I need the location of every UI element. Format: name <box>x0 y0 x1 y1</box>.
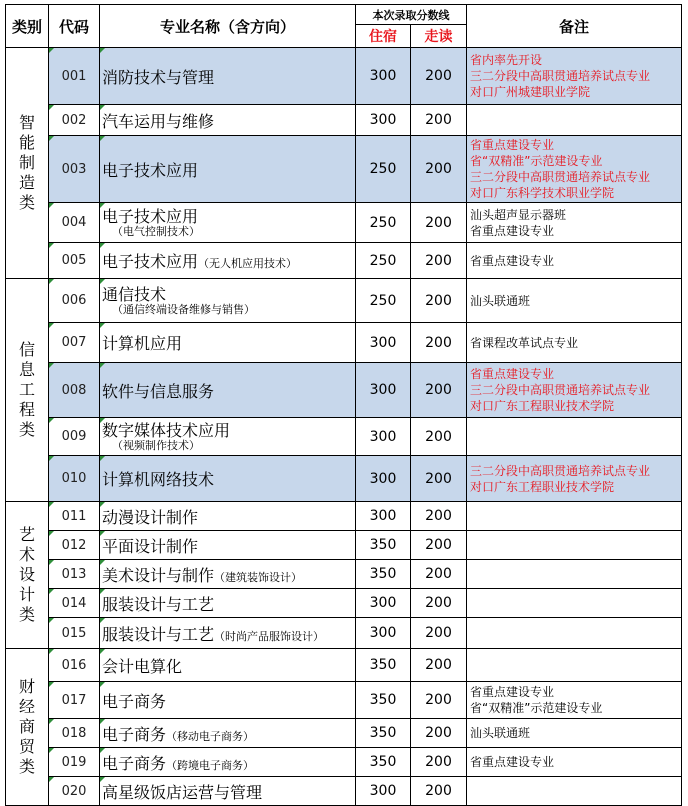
table-row <box>6 418 682 456</box>
remarks-cell <box>467 719 682 748</box>
comment-marker-icon <box>100 589 105 594</box>
header-day: 走读 <box>411 25 467 48</box>
code-text: 013 <box>61 566 87 582</box>
day-score: 200 <box>411 777 467 806</box>
resident-score: 300 <box>356 456 411 502</box>
code-text: 012 <box>61 537 87 553</box>
remarks-cell <box>467 560 682 589</box>
day-score: 200 <box>411 136 467 203</box>
comment-marker-icon <box>49 323 54 328</box>
remarks-cell <box>467 243 682 279</box>
major-direction: （视频制作技术） <box>112 438 200 452</box>
comment-marker-icon <box>49 279 54 284</box>
major-name-cell <box>100 531 356 560</box>
major-name: 计算机网络技术 <box>102 470 215 489</box>
major-name-cell <box>100 502 356 531</box>
major-name: 会计电算化 <box>102 656 183 676</box>
resident-score: 300 <box>356 502 411 531</box>
comment-marker-icon <box>49 243 54 248</box>
table-row <box>6 618 682 649</box>
comment-marker-icon <box>100 682 105 687</box>
day-score: 200 <box>411 649 467 682</box>
code-text: 007 <box>61 335 87 350</box>
comment-marker-icon <box>49 777 54 782</box>
table-row <box>6 649 682 682</box>
code-text: 010 <box>61 471 87 486</box>
code-text: 015 <box>61 625 87 641</box>
major-name-cell <box>100 649 356 682</box>
code-text: 017 <box>61 692 87 708</box>
code-cell <box>49 649 100 682</box>
remark-line: 三二分段中高职贯通培养试点专业 <box>470 170 651 184</box>
major-direction: （通信终端设备维修与销售） <box>112 302 255 316</box>
category-cell: 智能制造类 <box>6 48 49 279</box>
major-name-cell <box>100 456 356 502</box>
day-score: 200 <box>411 418 467 456</box>
major-name-cell <box>100 719 356 748</box>
resident-score: 350 <box>356 719 411 748</box>
major-name: 计算机应用 <box>102 334 183 353</box>
comment-marker-icon <box>49 48 54 53</box>
comment-marker-icon <box>100 748 105 753</box>
major-name: 电子商务 <box>102 753 167 773</box>
header-resident: 住宿 <box>356 25 411 48</box>
comment-marker-icon <box>49 560 54 565</box>
major-name: 电子商务 <box>102 724 167 744</box>
category-cell: 艺术设计类 <box>6 502 49 649</box>
comment-marker-icon <box>49 618 54 623</box>
header-score-title: 本次录取分数线 <box>356 5 467 25</box>
major-name: 平面设计制作 <box>102 536 199 556</box>
comment-marker-icon <box>100 243 105 248</box>
header-category: 类别 <box>6 5 49 48</box>
code-cell <box>49 748 100 777</box>
admission-score-table <box>5 4 682 806</box>
day-score: 200 <box>411 48 467 105</box>
remarks-cell <box>467 48 682 105</box>
resident-score: 300 <box>356 777 411 806</box>
code-cell <box>49 418 100 456</box>
major-name-cell <box>100 748 356 777</box>
comment-marker-icon <box>49 649 54 654</box>
comment-marker-icon <box>100 649 105 654</box>
code-cell <box>49 560 100 589</box>
day-score: 200 <box>411 243 467 279</box>
remark-line: 三二分段中高职贯通培养试点专业 <box>470 463 651 478</box>
code-cell <box>49 502 100 531</box>
remarks-cell <box>467 618 682 649</box>
comment-marker-icon <box>49 105 54 110</box>
code-text: 009 <box>61 429 87 444</box>
comment-marker-icon <box>49 682 54 687</box>
code-cell <box>49 531 100 560</box>
major-name: 动漫设计制作 <box>102 507 199 527</box>
table-row <box>6 502 682 531</box>
comment-marker-icon <box>100 560 105 565</box>
remark-line: 汕头联通班 <box>470 293 531 308</box>
major-name: 汽车运用与维修 <box>102 111 215 131</box>
remark-line: 对口广东工程职业技术学院 <box>470 479 615 494</box>
comment-marker-icon <box>49 203 54 208</box>
major-name: 电子技术应用 <box>102 252 199 271</box>
resident-score: 300 <box>356 105 411 136</box>
comment-marker-icon <box>100 456 105 461</box>
table-row <box>6 323 682 363</box>
major-name: 高星级饭店运营与管理 <box>102 782 263 802</box>
resident-score: 300 <box>356 323 411 363</box>
comment-marker-icon <box>100 502 105 507</box>
code-text: 003 <box>61 161 87 177</box>
major-name: 通信技术 <box>102 284 167 304</box>
day-score: 200 <box>411 456 467 502</box>
day-score: 200 <box>411 589 467 618</box>
remarks-cell <box>467 589 682 618</box>
table-row <box>6 243 682 279</box>
day-score: 200 <box>411 682 467 719</box>
table-row <box>6 589 682 618</box>
remarks-cell <box>467 203 682 243</box>
table-row <box>6 531 682 560</box>
table-row <box>6 203 682 243</box>
code-cell <box>49 323 100 363</box>
major-name-cell <box>100 682 356 719</box>
category-cell: 财经商贸类 <box>6 649 49 806</box>
remarks-cell <box>467 323 682 363</box>
remarks-cell <box>467 363 682 418</box>
comment-marker-icon <box>100 719 105 724</box>
comment-marker-icon <box>100 418 105 423</box>
major-name-cell <box>100 243 356 279</box>
remarks-cell <box>467 418 682 456</box>
major-name: 消防技术与管理 <box>102 67 215 87</box>
remark-line: 三二分段中高职贯通培养试点专业 <box>470 383 651 397</box>
major-direction: （建筑装饰设计） <box>214 570 303 584</box>
remark-line: 省“双精准”示范建设专业 <box>470 701 603 715</box>
comment-marker-icon <box>100 323 105 328</box>
code-cell <box>49 456 100 502</box>
day-score: 200 <box>411 105 467 136</box>
day-score: 200 <box>411 748 467 777</box>
resident-score: 300 <box>356 363 411 418</box>
comment-marker-icon <box>100 105 105 110</box>
code-cell <box>49 719 100 748</box>
code-text: 011 <box>61 508 87 524</box>
day-score: 200 <box>411 502 467 531</box>
remark-line: 汕头超声显示器班 <box>470 207 567 222</box>
comment-marker-icon <box>49 136 54 141</box>
comment-marker-icon <box>49 456 54 461</box>
resident-score: 250 <box>356 203 411 243</box>
remark-line: 省重点建设专业 <box>470 685 555 699</box>
resident-score: 350 <box>356 531 411 560</box>
major-name-cell <box>100 418 356 456</box>
major-name-cell <box>100 618 356 649</box>
table-row <box>6 363 682 418</box>
code-cell <box>49 363 100 418</box>
table-row <box>6 136 682 203</box>
code-cell <box>49 243 100 279</box>
major-name-cell <box>100 279 356 323</box>
remarks-cell <box>467 531 682 560</box>
resident-score: 350 <box>356 649 411 682</box>
major-name: 服装设计与工艺 <box>102 594 215 614</box>
code-text: 020 <box>61 783 87 799</box>
day-score: 200 <box>411 203 467 243</box>
remark-line: 省重点建设专业 <box>470 755 555 769</box>
header-major: 专业名称（含方向） <box>100 5 356 48</box>
header-remarks: 备注 <box>467 5 682 48</box>
table-row <box>6 748 682 777</box>
major-name: 软件与信息服务 <box>102 381 215 401</box>
remark-line: 省内率先开设 <box>470 53 543 67</box>
comment-marker-icon <box>100 777 105 782</box>
resident-score: 250 <box>356 136 411 203</box>
remarks-cell <box>467 649 682 682</box>
comment-marker-icon <box>49 418 54 423</box>
remark-line: 对口广东科学技术职业学院 <box>470 186 615 200</box>
major-direction: （移动电子商务） <box>166 729 255 743</box>
resident-score: 300 <box>356 48 411 105</box>
day-score: 200 <box>411 719 467 748</box>
code-cell <box>49 48 100 105</box>
day-score: 200 <box>411 363 467 418</box>
major-name: 电子技术应用 <box>102 160 199 180</box>
major-direction: （跨境电子商务） <box>166 758 255 772</box>
major-name-cell <box>100 105 356 136</box>
day-score: 200 <box>411 560 467 589</box>
comment-marker-icon <box>100 531 105 536</box>
major-name-cell <box>100 136 356 203</box>
code-cell <box>49 279 100 323</box>
table-row <box>6 777 682 806</box>
comment-marker-icon <box>49 589 54 594</box>
remarks-cell <box>467 502 682 531</box>
code-text: 006 <box>61 293 87 308</box>
remark-line: 省重点建设专业 <box>470 253 555 268</box>
code-cell <box>49 777 100 806</box>
resident-score: 350 <box>356 682 411 719</box>
table-row <box>6 105 682 136</box>
comment-marker-icon <box>100 136 105 141</box>
code-cell <box>49 618 100 649</box>
code-cell <box>49 589 100 618</box>
major-name: 美术设计与制作 <box>102 565 215 585</box>
major-direction: （电气控制技术） <box>112 224 200 238</box>
comment-marker-icon <box>100 363 105 368</box>
header-code: 代码 <box>49 5 100 48</box>
comment-marker-icon <box>100 618 105 623</box>
remark-line: 汕头联通班 <box>470 726 531 740</box>
remark-line: 省重点建设专业 <box>470 223 555 238</box>
code-text: 016 <box>61 657 87 673</box>
code-text: 018 <box>61 725 87 741</box>
remark-line: 省重点建设专业 <box>470 367 555 381</box>
table-row <box>6 682 682 719</box>
table-row <box>6 719 682 748</box>
day-score: 200 <box>411 531 467 560</box>
remark-line: 对口广东工程职业技术学院 <box>470 399 615 413</box>
day-score: 200 <box>411 279 467 323</box>
table-row <box>6 560 682 589</box>
comment-marker-icon <box>100 279 105 284</box>
remarks-cell <box>467 456 682 502</box>
code-cell <box>49 136 100 203</box>
category-cell: 信息工程类 <box>6 279 49 502</box>
resident-score: 350 <box>356 748 411 777</box>
resident-score: 250 <box>356 243 411 279</box>
code-text: 002 <box>61 112 87 128</box>
comment-marker-icon <box>49 719 54 724</box>
code-text: 005 <box>61 253 87 268</box>
remark-line: 三二分段中高职贯通培养试点专业 <box>470 69 651 83</box>
table-row <box>6 48 682 105</box>
major-name-cell <box>100 48 356 105</box>
comment-marker-icon <box>49 363 54 368</box>
remark-line: 省“双精准”示范建设专业 <box>470 154 603 168</box>
major-name-cell <box>100 203 356 243</box>
day-score: 200 <box>411 618 467 649</box>
major-direction: （时尚产品服饰设计） <box>214 629 325 643</box>
comment-marker-icon <box>49 502 54 507</box>
code-text: 001 <box>61 68 87 84</box>
code-text: 004 <box>61 215 87 230</box>
code-text: 014 <box>61 595 87 611</box>
code-cell <box>49 682 100 719</box>
major-name: 数字媒体技术应用 <box>102 420 231 440</box>
major-name-cell <box>100 560 356 589</box>
day-score: 200 <box>411 323 467 363</box>
code-text: 019 <box>61 754 87 770</box>
remark-line: 省重点建设专业 <box>470 138 555 152</box>
remarks-cell <box>467 748 682 777</box>
code-cell <box>49 203 100 243</box>
code-text: 008 <box>61 382 87 398</box>
major-name-cell <box>100 589 356 618</box>
remark-line: 对口广州城建职业学院 <box>470 85 591 99</box>
remark-line: 省课程改革试点专业 <box>470 335 579 350</box>
table-row <box>6 456 682 502</box>
table-row <box>6 279 682 323</box>
comment-marker-icon <box>49 531 54 536</box>
comment-marker-icon <box>100 203 105 208</box>
code-cell <box>49 105 100 136</box>
resident-score: 250 <box>356 279 411 323</box>
resident-score: 300 <box>356 418 411 456</box>
major-name-cell <box>100 323 356 363</box>
major-name-cell <box>100 777 356 806</box>
comment-marker-icon <box>100 48 105 53</box>
remarks-cell <box>467 279 682 323</box>
major-name-cell <box>100 363 356 418</box>
remarks-cell <box>467 777 682 806</box>
major-name: 电子技术应用 <box>102 206 199 226</box>
remarks-cell <box>467 682 682 719</box>
resident-score: 350 <box>356 560 411 589</box>
major-name: 电子商务 <box>102 691 167 711</box>
comment-marker-icon <box>49 748 54 753</box>
resident-score: 300 <box>356 589 411 618</box>
resident-score: 300 <box>356 618 411 649</box>
remarks-cell <box>467 136 682 203</box>
remarks-cell <box>467 105 682 136</box>
major-direction: （无人机应用技术） <box>198 257 298 270</box>
major-name: 服装设计与工艺 <box>102 624 215 644</box>
